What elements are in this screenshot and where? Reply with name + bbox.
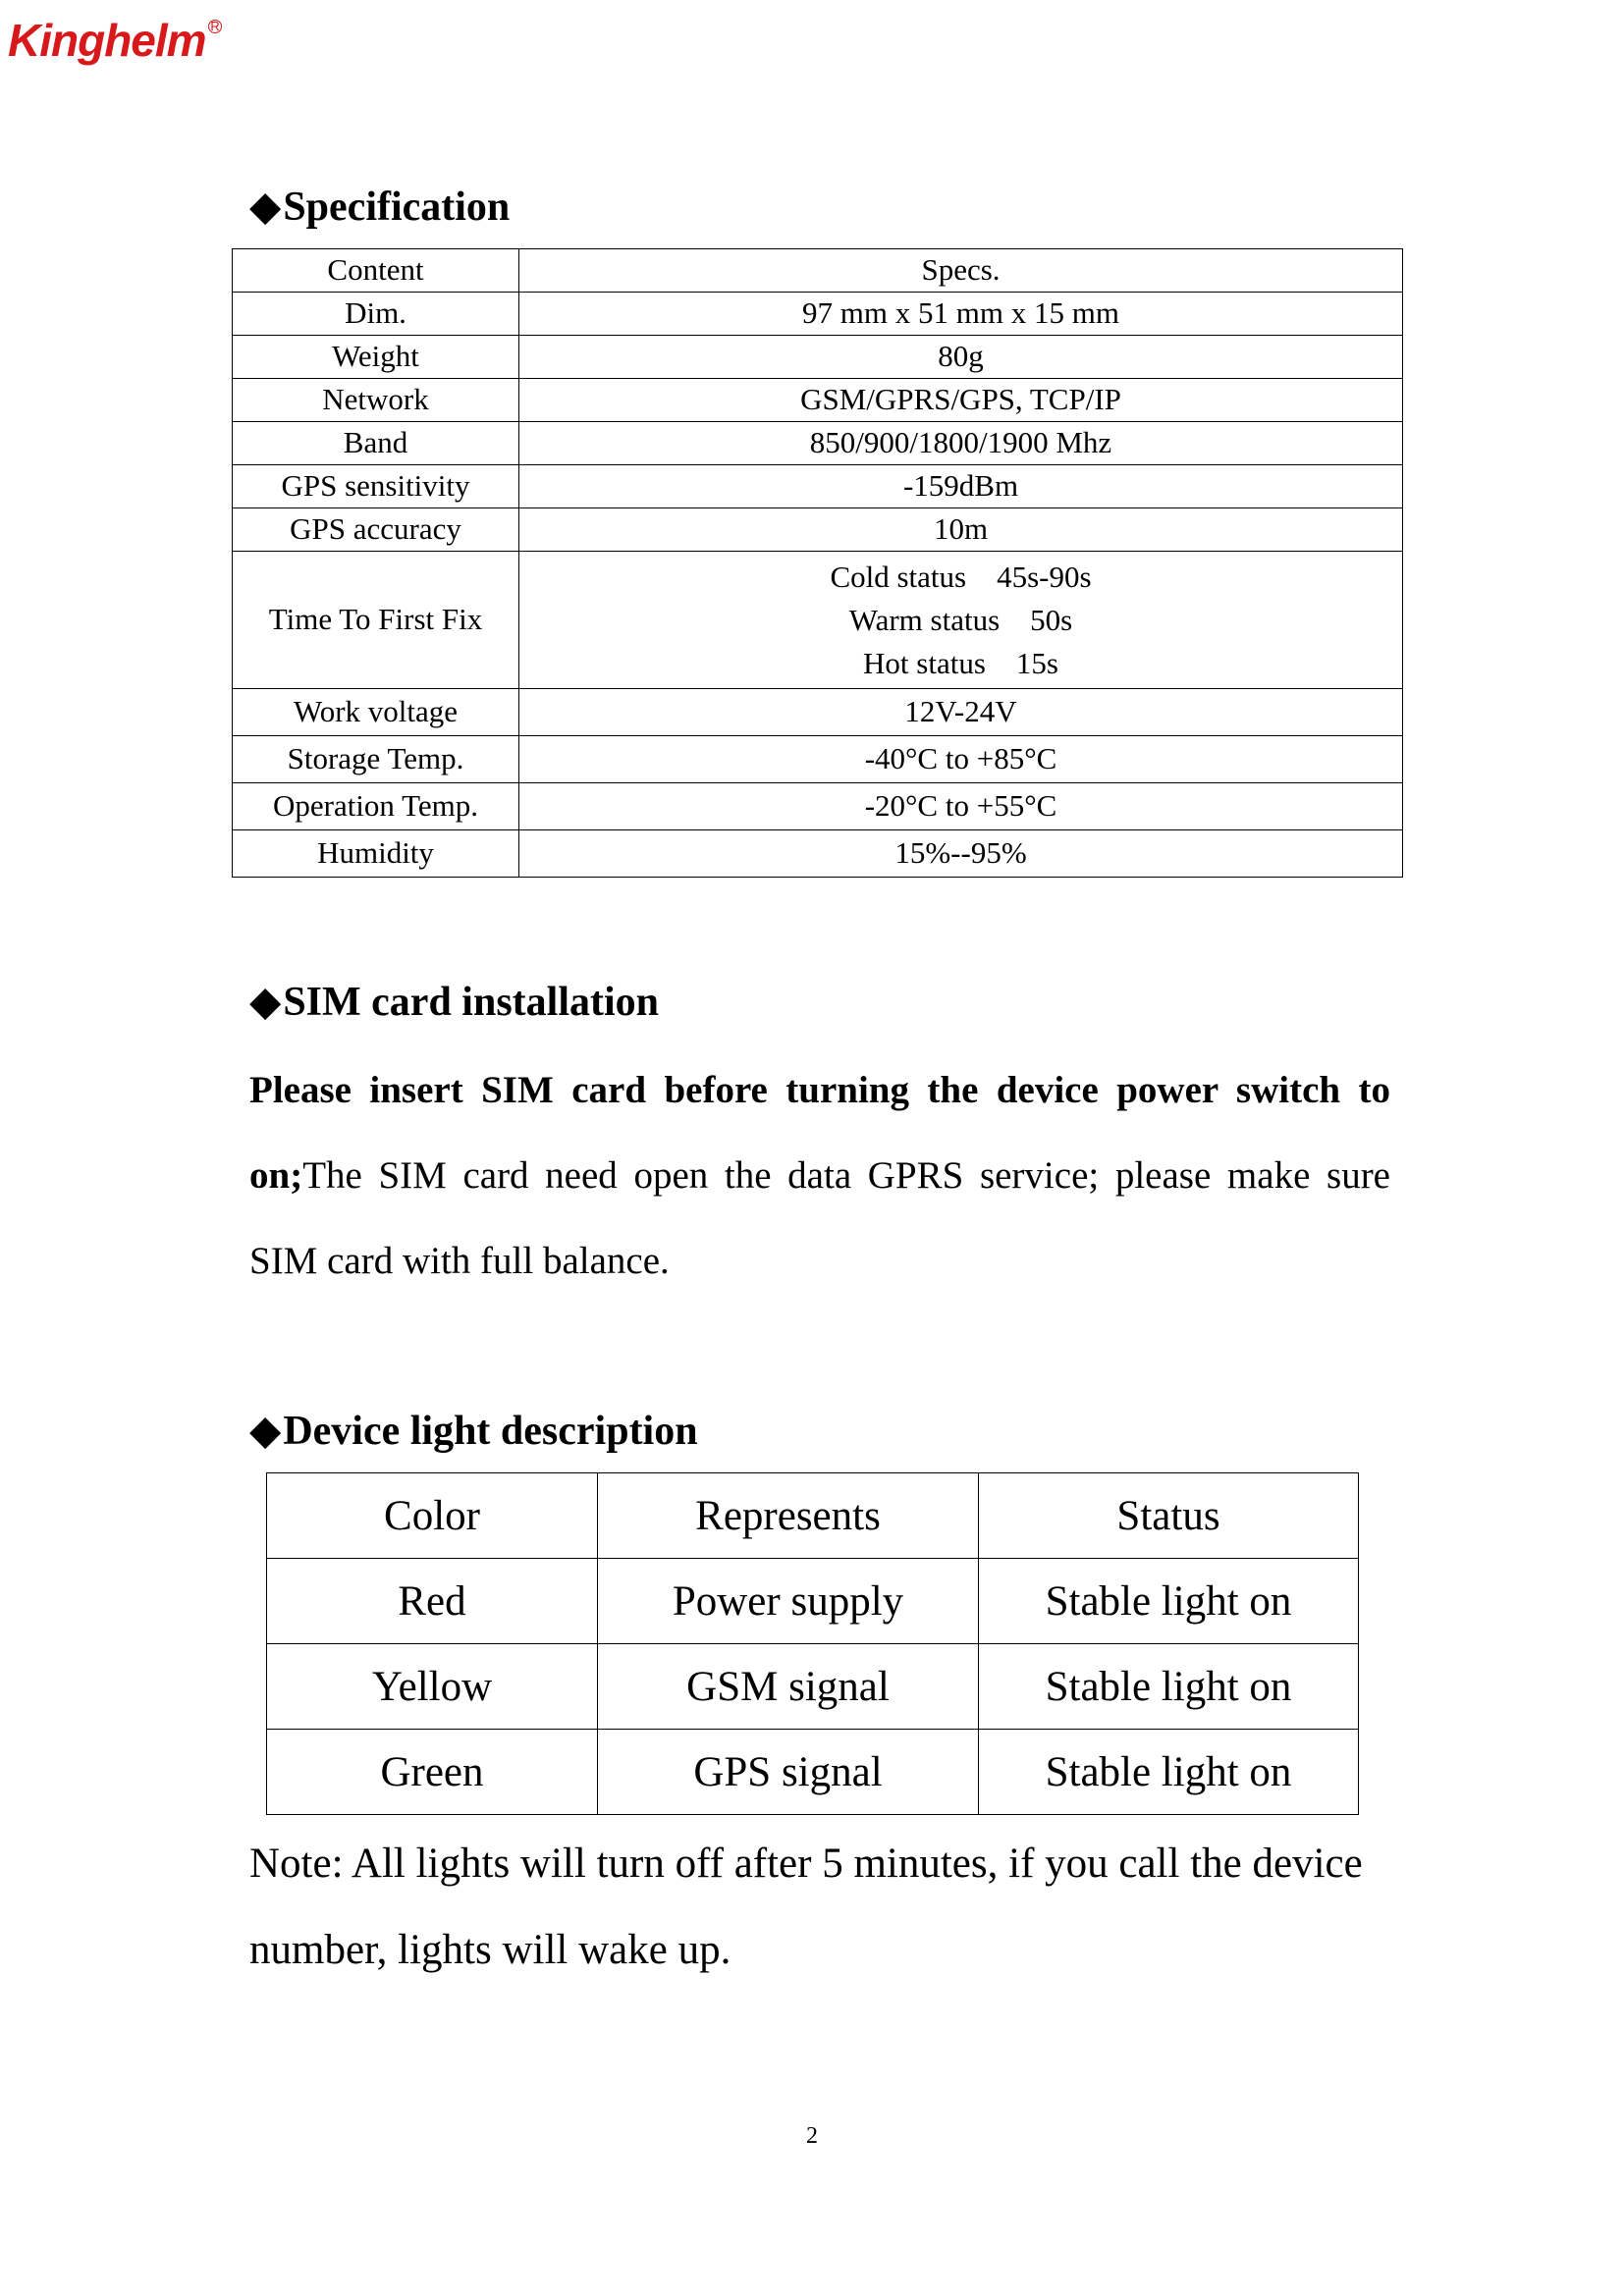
header-color: Color [267, 1473, 598, 1559]
table-row [267, 1730, 1359, 1815]
light-color: Red [267, 1559, 598, 1644]
spec-value: -159dBm [519, 465, 1403, 508]
table-header-row [233, 249, 1403, 293]
header-specs: Specs. [519, 249, 1403, 293]
light-represents: Power supply [598, 1559, 979, 1644]
header-represents: Represents [598, 1473, 979, 1559]
table-row-ttff [233, 552, 1403, 689]
table-row [233, 465, 1403, 508]
light-represents: GSM signal [598, 1644, 979, 1730]
spec-label: Operation Temp. [233, 783, 519, 830]
registered-mark-icon: R [208, 20, 222, 33]
sim-heading: ◆SIM card installation [249, 980, 660, 1025]
light-status: Stable light on [979, 1559, 1359, 1644]
specification-table [232, 248, 1403, 878]
spec-value: -40°C to +85°C [519, 736, 1403, 783]
spec-label: Network [233, 379, 519, 422]
sim-normal-text: The SIM card need open the data GPRS service; please make sure SIM card with full balance. [249, 1154, 1390, 1282]
spec-label: GPS accuracy [233, 508, 519, 552]
table-row [233, 336, 1403, 379]
spec-label: Weight [233, 336, 519, 379]
table-row [233, 830, 1403, 878]
light-status: Stable light on [979, 1644, 1359, 1730]
spec-value: 10m [519, 508, 1403, 552]
spec-value: 97 mm x 51 mm x 15 mm [519, 293, 1403, 336]
diamond-bullet-icon: ◆ [249, 980, 282, 1025]
diamond-bullet-icon: ◆ [249, 185, 282, 230]
table-row [233, 379, 1403, 422]
table-row [233, 736, 1403, 783]
kinghelm-logo [8, 15, 222, 66]
sim-paragraph [249, 1047, 1390, 1304]
table-row [233, 293, 1403, 336]
lights-table [266, 1472, 1359, 1815]
light-represents: GPS signal [598, 1730, 979, 1815]
spec-value: -20°C to +55°C [519, 783, 1403, 830]
light-color: Yellow [267, 1644, 598, 1730]
spec-label: Dim. [233, 293, 519, 336]
page-number: 2 [806, 2123, 818, 2149]
diamond-bullet-icon: ◆ [249, 1409, 282, 1454]
table-row [267, 1559, 1359, 1644]
spec-label: Storage Temp. [233, 736, 519, 783]
spec-value: 12V-24V [519, 689, 1403, 736]
table-row [233, 689, 1403, 736]
lights-heading: ◆Device light description [249, 1409, 698, 1454]
ttff-warm: Warm status 50s [848, 602, 1073, 637]
table-row [233, 422, 1403, 465]
spec-value: GSM/GPRS/GPS, TCP/IP [519, 379, 1403, 422]
ttff-values [519, 552, 1403, 689]
table-header-row [267, 1473, 1359, 1559]
spec-value: 850/900/1800/1900 Mhz [519, 422, 1403, 465]
light-color: Green [267, 1730, 598, 1815]
header-content: Content [233, 249, 519, 293]
spec-value: 15%--95% [519, 830, 1403, 878]
spec-label: GPS sensitivity [233, 465, 519, 508]
spec-label: Band [233, 422, 519, 465]
sim-bold-text: Please insert SIM card before turning the device power switch to on; [249, 1069, 1390, 1197]
specification-heading: ◆Specification [249, 185, 511, 230]
header-status: Status [979, 1473, 1359, 1559]
lights-note: Note: All lights will turn off after 5 minutes, if you call the device number, lights will wake up. [249, 1841, 1363, 1973]
spec-value: 80g [519, 336, 1403, 379]
spec-label: Time To First Fix [233, 552, 519, 689]
logo-text: Kinghelm [8, 15, 206, 66]
table-row [267, 1644, 1359, 1730]
spec-label: Humidity [233, 830, 519, 878]
light-status: Stable light on [979, 1730, 1359, 1815]
table-row [233, 508, 1403, 552]
spec-label: Work voltage [233, 689, 519, 736]
table-row [233, 783, 1403, 830]
ttff-cold: Cold status 45s-90s [830, 559, 1092, 594]
ttff-hot: Hot status 15s [863, 645, 1058, 680]
